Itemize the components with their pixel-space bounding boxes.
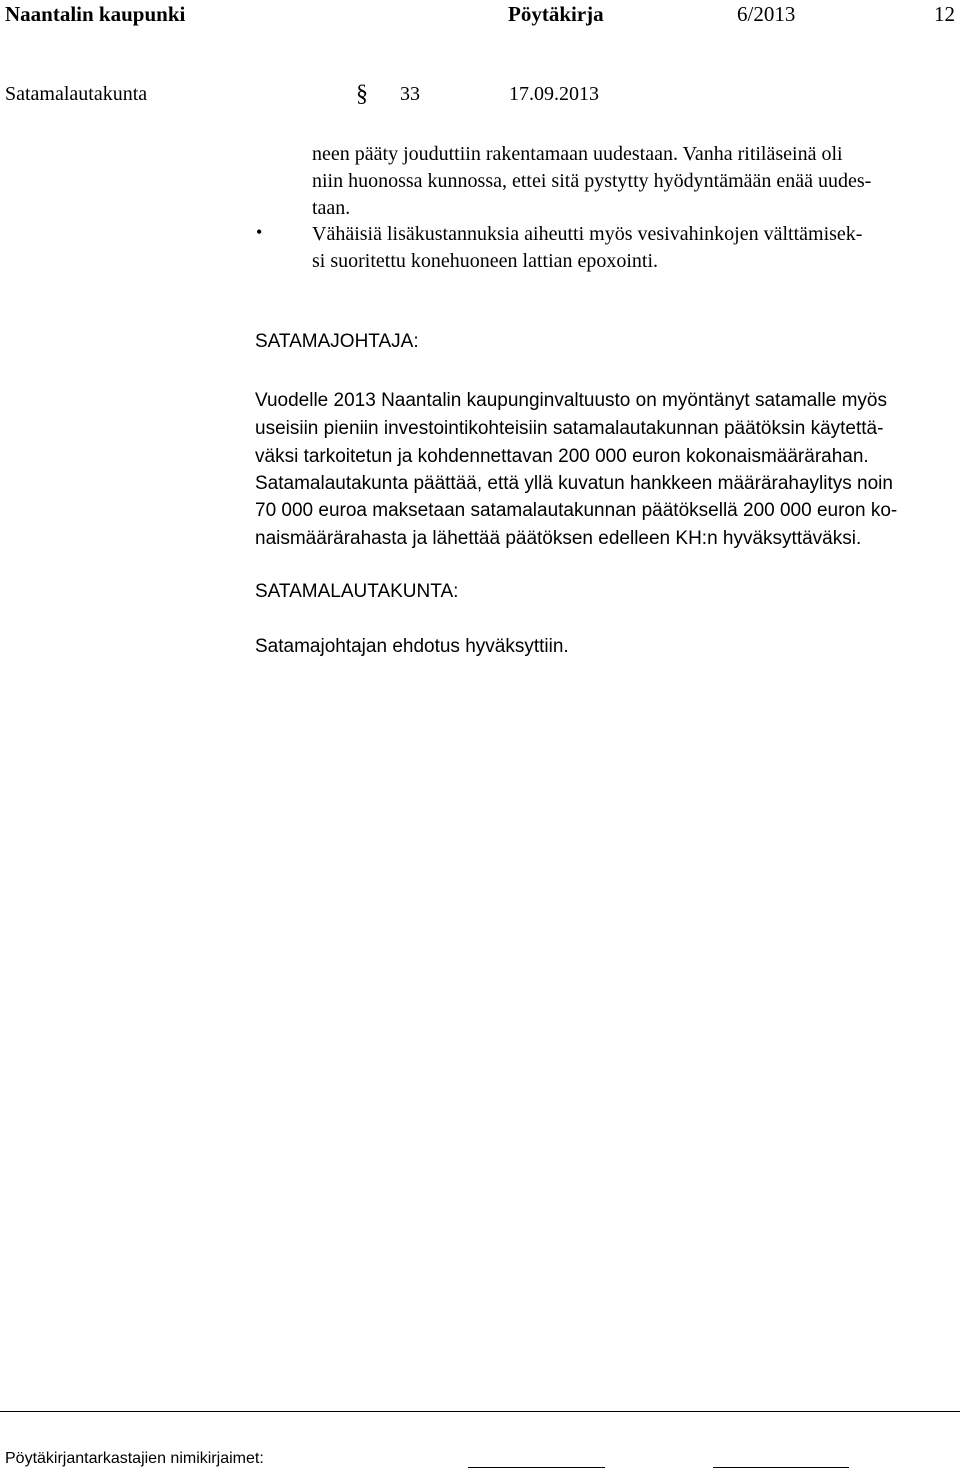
- intro-line: taan.: [312, 197, 351, 219]
- director-line: useisiin pieniin investointikohteisiin satamalautakunnan päätöksin käytettä-: [255, 418, 884, 439]
- document-number: 6/2013: [737, 2, 796, 26]
- section-number: 33: [400, 83, 420, 105]
- footer-divider: [0, 1411, 960, 1412]
- section-symbol-icon: §: [356, 81, 368, 107]
- board-heading: SATAMALAUTAKUNTA:: [255, 581, 459, 602]
- signatures-label: Pöytäkirjantarkastajien nimikirjaimet:: [5, 1450, 264, 1467]
- organization-name: Naantalin kaupunki: [5, 2, 186, 26]
- signature-line-2: [713, 1467, 849, 1468]
- signature-line-1: [468, 1467, 605, 1468]
- bullet-line: Vähäisiä lisäkustannuksia aiheutti myös vesivahinkojen välttämisek-: [312, 223, 863, 245]
- director-line: Vuodelle 2013 Naantalin kaupunginvaltuusto on myöntänyt satamalle myös: [255, 390, 887, 411]
- meeting-date: 17.09.2013: [509, 83, 599, 105]
- document-type: Pöytäkirja: [508, 2, 604, 26]
- bullet-dot-icon: •: [256, 222, 263, 242]
- director-heading: SATAMAJOHTAJA:: [255, 331, 419, 352]
- intro-line: neen pääty jouduttiin rakentamaan uudestaan. Vanha ritiläseinä oli: [312, 143, 843, 165]
- intro-line: niin huonossa kunnossa, ettei sitä pystytty hyödyntämään enää uudes-: [312, 170, 872, 192]
- director-line: Satamalautakunta päättää, että yllä kuvatun hankkeen määrärahaylitys noin: [255, 473, 893, 494]
- committee-name: Satamalautakunta: [5, 83, 148, 105]
- director-line: väksi tarkoitetun ja kohdennettavan 200 000 euron kokonaismäärärahan.: [255, 446, 869, 467]
- director-line: naismäärärahasta ja lähettää päätöksen edelleen KH:n hyväksyttäväksi.: [255, 528, 862, 549]
- board-decision: Satamajohtajan ehdotus hyväksyttiin.: [255, 636, 569, 657]
- page-number: 12: [934, 2, 955, 26]
- bullet-line: si suoritettu konehuoneen lattian epoxointi.: [312, 250, 659, 272]
- director-line: 70 000 euroa maksetaan satamalautakunnan päätöksellä 200 000 euron ko-: [255, 500, 898, 521]
